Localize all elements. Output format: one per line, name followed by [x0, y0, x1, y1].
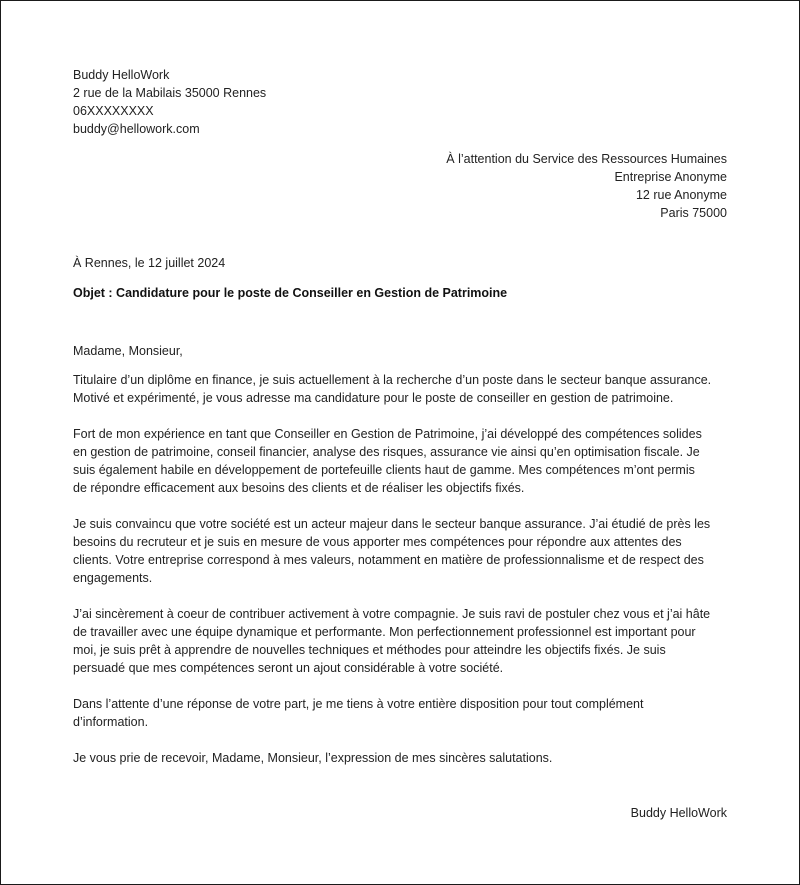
paragraph-availability	[73, 695, 729, 731]
paragraph-line: engagements.	[73, 571, 153, 585]
recipient-company: Entreprise Anonyme	[614, 170, 727, 184]
paragraph-line: suis également habile en développement de portefeuille clients haut de gamme. Mes compétences m’ont permis	[73, 463, 695, 477]
paragraph-line: de répondre efficacement aux besoins des clients et de réaliser les objectifs fixés.	[73, 481, 525, 495]
recipient-street: 12 rue Anonyme	[635, 188, 727, 202]
letter-body	[73, 342, 729, 785]
paragraph-line: J’ai sincèrement à coeur de contribuer activement à votre compagnie. Je suis ravi de postuler chez vous et j’ai hâte	[73, 607, 711, 621]
letter-salutation: Madame, Monsieur,	[73, 344, 183, 358]
paragraph-line: clients. Votre entreprise correspond à mes valeurs, notamment en matière de professionnalisme et de respect des	[73, 553, 704, 567]
paragraph-line: besoins du recruteur et je suis en mesure de vous apporter mes compétences pour répondre aux attentes des	[73, 535, 682, 549]
paragraph-line: en gestion de patrimoine, conseil financier, analyse des risques, assurance vie ainsi qu’en optimisation fiscale. Je	[73, 445, 700, 459]
paragraph-line: persuadé que mes compétences seront un ajout considérable à votre société.	[73, 661, 504, 675]
paragraph-line: moi, je suis prêt à apprendre de nouvelles techniques et méthodes pour atteindre les objectifs fixés. Je suis	[73, 643, 666, 657]
paragraph-line: de travailler avec une équipe dynamique et performante. Mon perfectionnement professionnel est important pour	[73, 625, 696, 639]
paragraph-line: Motivé et expérimenté, je vous adresse ma candidature pour le poste de conseiller en gestion de patrimoine.	[73, 391, 674, 405]
paragraph-line: Je vous prie de recevoir, Madame, Monsieur, l’expression de mes sincères salutations.	[73, 751, 553, 765]
sender-phone: 06XXXXXXXX	[73, 104, 154, 118]
letter-subject: Objet : Candidature pour le poste de Conseiller en Gestion de Patrimoine	[73, 286, 508, 300]
paragraph-motivation	[73, 605, 729, 677]
letter-date: À Rennes, le 12 juillet 2024	[73, 256, 226, 270]
sender-address: 2 rue de la Mabilais 35000 Rennes	[73, 86, 267, 100]
sender-name: Buddy HelloWork	[73, 68, 170, 82]
paragraph-intro	[73, 371, 729, 407]
paragraph-company	[73, 515, 729, 587]
recipient-attention: À l’attention du Service des Ressources Humaines	[446, 152, 727, 166]
sender-email: buddy@hellowork.com	[73, 122, 200, 136]
recipient-block	[446, 150, 727, 222]
paragraph-line: d’information.	[73, 715, 149, 729]
paragraph-line: Fort de mon expérience en tant que Conseiller en Gestion de Patrimoine, j’ai développé des compétences solides	[73, 427, 702, 441]
paragraph-closing	[73, 749, 729, 767]
paragraph-line: Je suis convaincu que votre société est un acteur majeur dans le secteur banque assurance. J’ai étudié de près les	[73, 517, 711, 531]
recipient-city: Paris 75000	[660, 206, 727, 220]
paragraph-line: Dans l’attente d’une réponse de votre part, je me tiens à votre entière disposition pour tout complément	[73, 697, 644, 711]
sender-block	[73, 66, 266, 138]
paragraph-experience	[73, 425, 729, 497]
paragraph-line: Titulaire d’un diplôme en finance, je suis actuellement à la recherche d’un poste dans le secteur banque assurance.	[73, 373, 712, 387]
letter-signature: Buddy HelloWork	[630, 806, 727, 820]
